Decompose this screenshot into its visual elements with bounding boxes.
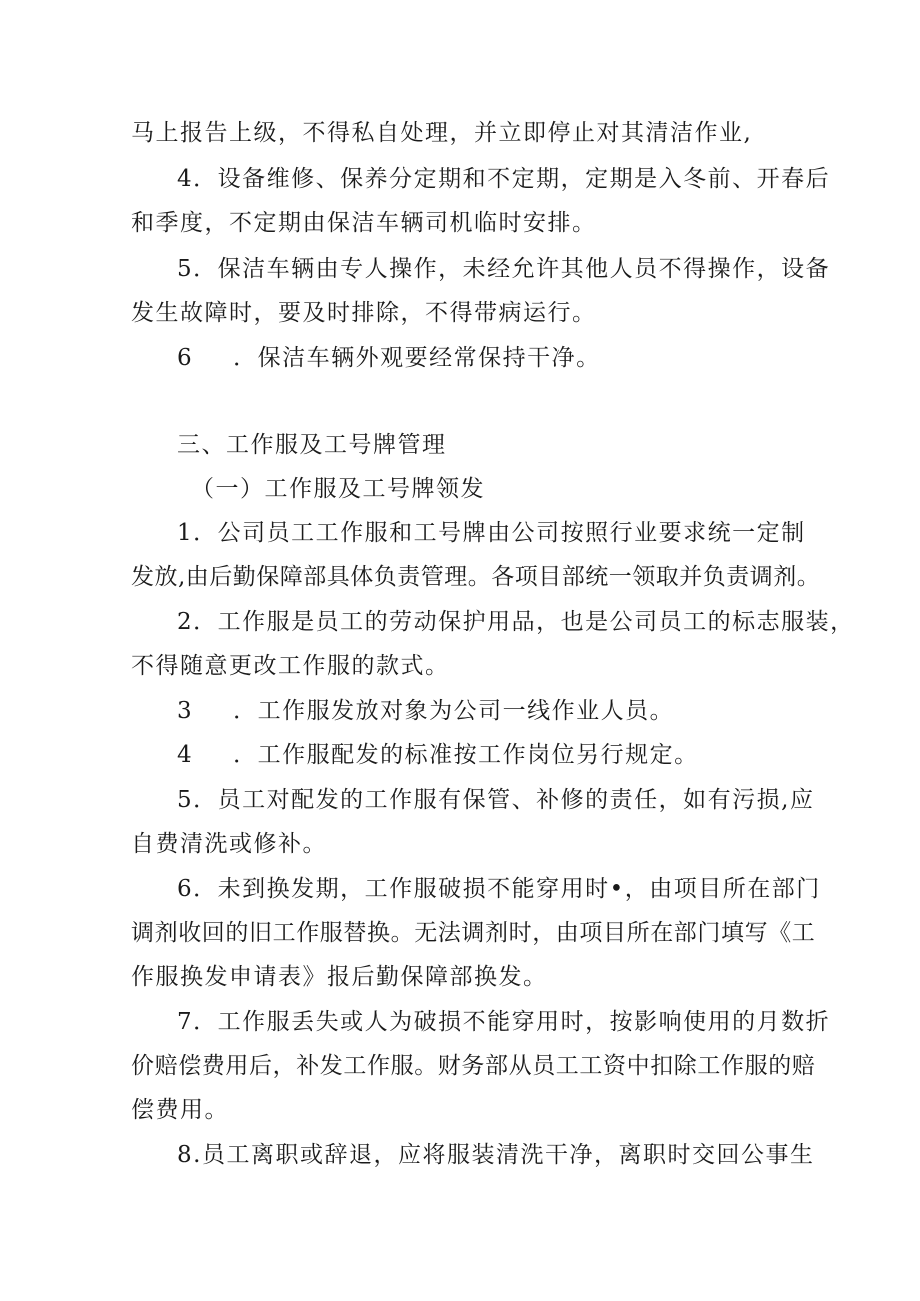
list-number: 4 <box>177 742 194 768</box>
list-item-line: 自费清洗或修补。 <box>131 831 327 857</box>
list-text: ．保洁车辆外观要经常保持干净。 <box>233 345 601 371</box>
list-item-line: 不得随意更改工作服的款式。 <box>131 653 450 679</box>
list-item-line: 5．保洁车辆由专人操作，未经允许其他人员不得操作，设备 <box>177 256 831 282</box>
paragraph-line: 马上报告上级，不得私自处理，并立即停止对其清洁作业, <box>131 120 753 146</box>
subsection-heading: （一）工作服及工号牌领发 <box>191 476 485 502</box>
list-item-line: 1．公司员工工作服和工号牌由公司按照行业要求统一定制 <box>177 520 806 546</box>
list-item-line: 8.员工离职或辞退，应将服装清洗干净，离职时交回公事生 <box>177 1142 815 1168</box>
list-item-line: 价赔偿费用后，补发工作服。财务部从员工工资中扣除工作服的赔 <box>131 1053 816 1079</box>
list-item-line: 调剂收回的旧工作服替换。无法调剂时，由项目所在部门填写《工 <box>131 920 816 946</box>
list-text: ．工作服发放对象为公司一线作业人员。 <box>233 698 675 724</box>
list-item-line: 7．工作服丢失或人为破损不能穿用时，按影响使用的月数折 <box>177 1009 831 1035</box>
list-item-line: 偿费用。 <box>131 1097 229 1123</box>
section-heading: 三、工作服及工号牌管理 <box>177 432 447 458</box>
list-item-line: 作服换发申请表》报后勤保障部换发。 <box>131 964 548 990</box>
list-item-line: 2．工作服是员工的劳动保护用品，也是公司员工的标志服装， <box>177 609 855 635</box>
list-item-line <box>177 696 674 726</box>
list-item-line: 4．设备维修、保养分定期和不定期，定期是入冬前、开春后 <box>177 166 831 192</box>
list-number: 3 <box>177 698 194 724</box>
list-item-line: 发生故障时，要及时排除，不得带病运行。 <box>131 300 597 326</box>
list-item-line <box>177 740 699 770</box>
list-item-line: 5．员工对配发的工作服有保管、补修的责任，如有污损,应 <box>177 787 815 813</box>
list-item-line: 发放,由后勤保障部具体负责管理。各项目部统一领取并负责调剂。 <box>131 564 821 590</box>
list-number: 6 <box>177 345 194 371</box>
list-item-line <box>177 343 601 373</box>
list-item-line: 6．未到换发期，工作服破损不能穿用时•，由项目所在部门 <box>177 876 821 902</box>
list-text: ．工作服配发的标准按工作岗位另行规定。 <box>233 742 699 768</box>
list-item-line: 和季度，不定期由保洁车辆司机临时安排。 <box>131 210 597 236</box>
